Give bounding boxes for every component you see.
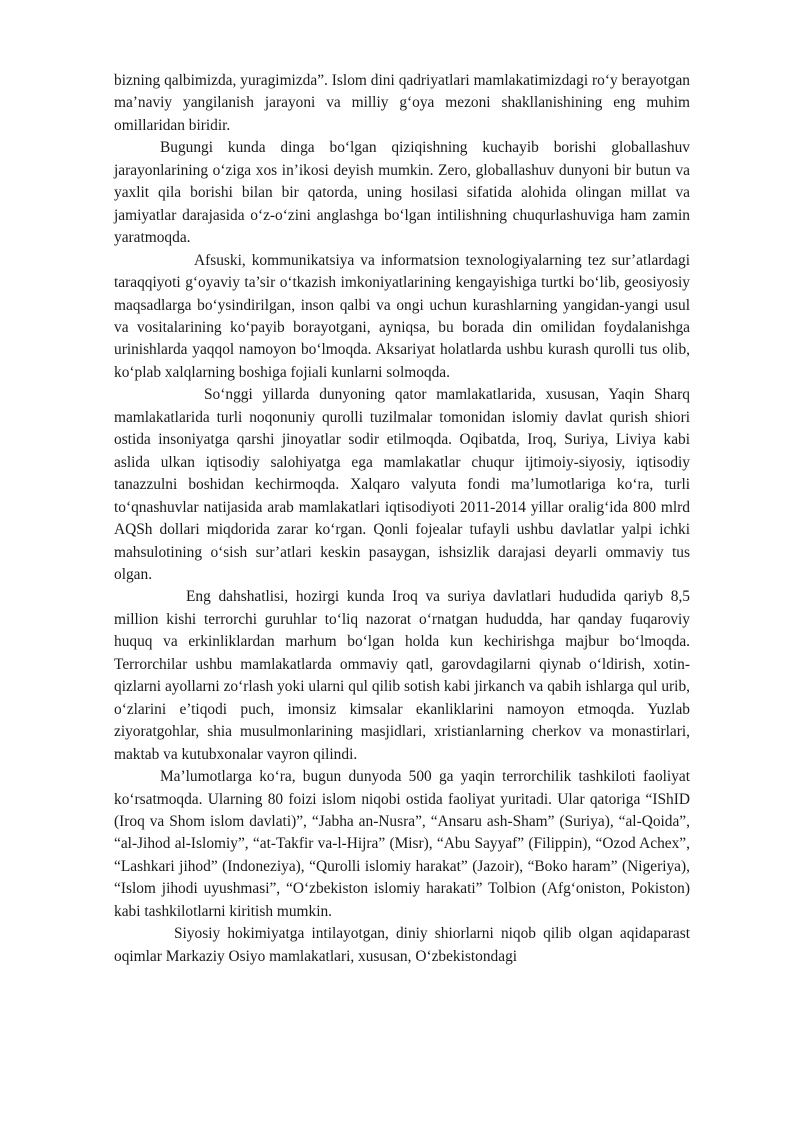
paragraph-middle-east: So‘nggi yillarda dunyoning qator mamlakatlarida, xususan, Yaqin Sharq mamlakatlarida turli noqonuniy qurolli tuzilmalar tomonidan islomiy davlat qurish shiori ostida insoniyatga qarshi jinoyatlar sodir etilmoqda. Oqibatda, Iroq, Suriya, Liviya kabi aslida ulkan iqtisodiy salohiyatga ega mamlakatlar chuqur ijtimoiy-siyosiy, iqtisodiy tanazzulni boshidan kechirmoqda. Xalqaro valyuta fondi ma’lumotlariga ko‘ra, turli to‘qnashuvlar natijasida arab mamlakatlari iqtisodiyoti 2011-2014 yillar oralig‘ida 800 mlrd AQSh dollari miqdorida zarar ko‘rgan. Qonli fojealar tufayli ushbu davlatlar yalpi ichki mahsulotining o‘sish sur’atlari keskin pasaygan, ishsizlik darajasi deyarli ommaviy tus olgan. — [114, 386, 690, 583]
document-page — [114, 70, 690, 968]
paragraph-communication-technologies: Afsuski, kommunikatsiya va informatsion texnologiyalarning tez sur’atlardagi taraqqiyoti g‘oyaviy ta’sir o‘tkazish imkoniyatlarining kengayishiga turtki bo‘lib, geosiyosiy maqsadlarga bo‘ysindirilgan, inson qalbi va ongi uchun kurashlarning yangidan-yangi usul va vositalarining ko‘payib borayotgani, ayniqsa, bu borada din omilidan foydalanishga urinishlarda yaqqol namoyon bo‘lmoqda. Aksariyat holatlarda ushbu kurash qurolli tus olib, ko‘plab xalqlarning boshiga fojiali kunlarni solmoqda. — [114, 251, 690, 381]
paragraph-terrorist-organizations: Ma’lumotlarga ko‘ra, bugun dunyoda 500 ga yaqin terrorchilik tashkiloti faoliyat ko‘rsatmoqda. Ularning 80 foizi islom niqobi ostida faoliyat yuritadi. Ular qatoriga “IShID (Iroq va Shom islom davlati)”, “Jabha an-Nusra”, “Ansaru ash-Sham” (Suriya), “al-Qoida”, “al-Jihod al-Islomiy”, “at-Takfir va-l-Hijra” (Misr), “Abu Sayyaf” (Filippin), “Ozod Achex”, “Lashkari jihod” (Indoneziya), “Qurolli islomiy harakat” (Jazoir), “Boko haram” (Nigeriya), “Islom jihodi uyushmasi”, “O‘zbekiston islomiy harakati” Tolbion (Afg‘oniston, Pokiston) kabi tashkilotlarni kiritish mumkin. — [114, 768, 690, 920]
paragraph-continuation: bizning qalbimizda, yuragimizda”. Islom dini qadriyatlari mamlakatimizdagi ro‘y berayotgan ma’naviy yangilanish jarayoni va milliy g‘oya mezoni shakllanishining eng muhim omillaridan biridir. — [114, 72, 690, 134]
paragraph-iraq-syria: Eng dahshatlisi, hozirgi kunda Iroq va suriya davlatlari hududida qariyb 8,5 million kishi terrorchi guruhlar to‘liq nazorat o‘rnatgan hududda, har qanday fuqaroviy huquq va erkinliklardan marhum bo‘lgan holda kun kechirishga majbur bo‘lmoqda. Terrorchilar ushbu mamlakatlarda ommaviy qatl, garovdagilarni qiynab o‘ldirish, xotin-qizlarni ayollarni zo‘rlash yoki ularni qul qilib sotish kabi jirkanch va qabih ishlarga qul urib, o‘zlarini e’tiqodi puch, imonsiz kimsalar ekanliklarini namoyon etmoqda. Yuzlab ziyoratgohlar, shia musulmonlarining masjidlari, xristianlarning cherkov va monastirlari, maktab va kutubxonalar vayron qilindi. — [114, 588, 690, 763]
paragraph-central-asia: Siyosiy hokimiyatga intilayotgan, diniy shiorlarni niqob qilib olgan aqidaparast oqimlar Markaziy Osiyo mamlakatlari, xususan, O‘zbekistondagi — [114, 925, 690, 965]
paragraph-globalization: Bugungi kunda dinga bo‘lgan qiziqishning kuchayib borishi globallashuv jarayonlarining o‘ziga xos in’ikosi deyish mumkin. Zero, globallashuv dunyoni bir butun va yaxlit qila borishi bilan bir qatorda, uning hosilasi sifatida alohida olingan millat va jamiyatlar darajasida o‘z-o‘zini anglashga bo‘lgan intilishning chuqurlashuviga ham zamin yaratmoqda. — [114, 139, 690, 247]
